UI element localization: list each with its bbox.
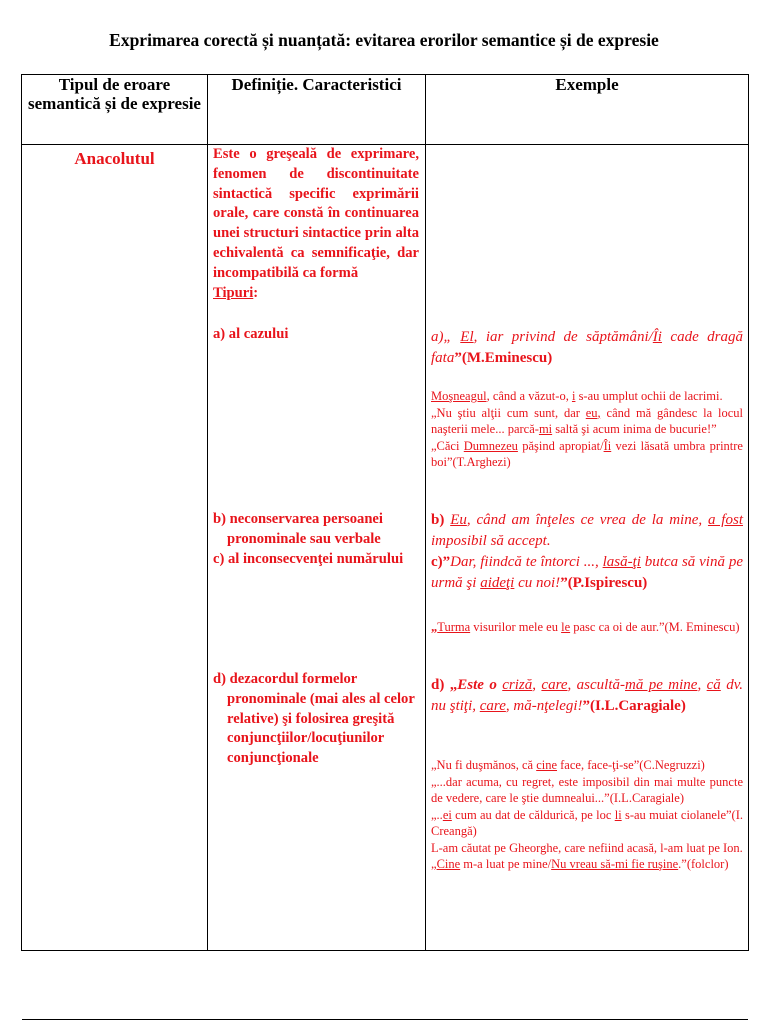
underlined-word: El: [460, 329, 474, 345]
definition-body: Este o greşeală de exprimare, fenomen de discontinuitate sintactică specific exprimării orale, care constă în continuarea unei structuri sintactice prin alta echivalentă ca semnificaţie, dar incompatibilă ca formă: [213, 146, 419, 281]
example-a-main: [431, 327, 743, 369]
underlined-word: care: [541, 677, 568, 693]
definition-cell: [208, 145, 426, 951]
text-span: .”(folclor): [678, 857, 729, 871]
text-span: butca să vină pe urmă şi: [431, 554, 743, 591]
types-label: Tipuri: [213, 284, 254, 301]
text-span: m-a luat pe mine/: [460, 857, 552, 871]
example-a-extra: [431, 388, 743, 471]
underlined-word: aideţi: [480, 575, 515, 591]
underlined-word: i: [571, 389, 576, 403]
type-a: a) al cazului: [213, 326, 289, 342]
example-d-extra: [431, 757, 743, 873]
text-span: visurilor mele eu: [470, 620, 562, 634]
underlined-word: care: [479, 698, 506, 714]
underlined-word: criză: [502, 677, 533, 693]
text-span: cum au dat de căldurică, pe loc: [451, 807, 615, 822]
text-span: pasc ca oi de aur.”(M. Eminescu): [570, 620, 740, 634]
table-row: [22, 145, 749, 951]
definition-text: [213, 145, 419, 303]
underlined-word: Turma: [437, 620, 471, 634]
text-span: Este o: [457, 677, 503, 693]
header-examples: Exemple: [426, 75, 749, 145]
source-citation: ”(M.Eminescu): [454, 350, 553, 366]
text-span: „: [431, 620, 438, 634]
text-span: d) „: [431, 677, 458, 693]
text-span: a)„: [431, 329, 461, 345]
underlined-word: Eu: [450, 512, 467, 528]
types-colon: :: [253, 284, 259, 301]
footer-divider: [22, 1019, 748, 1020]
underlined-word: eu,: [585, 405, 601, 420]
text-span: „..: [431, 807, 443, 822]
text-span: „: [431, 857, 437, 871]
text-span: , mă-nţelegi!: [505, 698, 583, 714]
underlined-word: lasă-ţi: [602, 554, 641, 570]
underlined-word: Nu vreau să-mi fie ruşine: [551, 857, 679, 871]
text-span: „Căci: [431, 438, 464, 453]
type-c: c) al inconsecvenţei numărului: [213, 551, 404, 567]
text-span: s-au muiat ciolanele”(I. Creangă): [431, 807, 744, 838]
source-citation: ”(I.L.Caragiale): [582, 698, 686, 714]
underlined-word: cine: [536, 758, 558, 772]
example-b-main: [431, 510, 743, 552]
text-span: dv. nu ştiţi,: [431, 677, 744, 714]
underlined-word: Îi: [603, 438, 612, 453]
text-span: imposibil să accept.: [431, 533, 551, 549]
table-header-row: [22, 75, 749, 145]
text-span: „Nu fi duşmănos, că: [431, 758, 537, 772]
type-b: b) neconservarea persoanei pronominale sau verbale: [213, 511, 383, 547]
underlined-word: Dumnezeu: [463, 438, 518, 453]
error-type-name: Anacolutul: [74, 149, 155, 168]
underlined-word: că: [706, 677, 721, 693]
example-c-extra: [431, 619, 743, 636]
text-span: ,: [697, 677, 707, 693]
errors-table: [21, 74, 749, 951]
text-span: b): [431, 512, 451, 528]
underlined-word: ei: [442, 807, 452, 822]
underlined-word: mă pe mine: [625, 677, 698, 693]
text-span: , când am înţeles ce vrea de la mine,: [466, 512, 708, 528]
text-span: s-au umplut ochii de lacrimi.: [575, 389, 723, 403]
underlined-word: Moşneagul: [431, 389, 487, 403]
text-span: „Nu ştiu alţii cum sunt, dar: [431, 405, 586, 420]
page-title: Exprimarea corectă și nuanțată: evitarea erorilor semantice și de expresie: [109, 30, 659, 50]
text-span: când mă gândesc la locul naşterii mele... parcă-: [431, 405, 743, 436]
text-span: păşind apropiat/: [517, 438, 604, 453]
underlined-word: a fost: [707, 512, 743, 528]
underlined-word: Îi: [652, 329, 662, 345]
type-cell: [22, 145, 208, 951]
text-span: Dar, fiindcă te întorci ...,: [450, 554, 603, 570]
examples-cell: [426, 145, 749, 951]
header-definition: Definiție. Caracteristici: [208, 75, 426, 145]
text-span: cade dragă fata: [431, 329, 743, 366]
text-span: , ascultă-: [567, 677, 625, 693]
example-d-main: [431, 675, 743, 717]
underlined-word: le: [561, 620, 571, 634]
underlined-word: mi: [538, 422, 553, 436]
underlined-word: Cine: [436, 857, 461, 871]
example-c-main: [431, 552, 743, 594]
header-type: Tipul de eroare semantică și de expresie: [22, 75, 208, 145]
text-span: , iar privind de săptămâni/: [473, 329, 653, 345]
source-citation: ”(P.Ispirescu): [560, 575, 648, 591]
text-span: saltă şi acum inima de bucurie!”: [552, 422, 717, 436]
text-span: c)”: [431, 554, 451, 570]
type-d: d) dezacordul formelor pronominale (mai ales al celor relative) şi folosirea greşită conjuncţiilor/locuţiunilor conjuncţionale: [213, 671, 415, 767]
text-span: , când a văzut-o,: [486, 389, 572, 403]
text-span: face, face-ţi-se”(C.Negruzzi): [557, 758, 705, 772]
text-span: ,: [532, 677, 542, 693]
text-span: cu noi!: [514, 575, 561, 591]
text-span: L-am căutat pe Gheorghe, care nefiind acasă, l-am luat pe Ion.: [431, 840, 743, 855]
text-span: vezi lăsată umbra printre boi”(T.Arghezi): [431, 438, 743, 469]
text-span: „...dar acuma, cu regret, este imposibil din mai multe puncte de vedere, care le ştie dumnealui...”(I.L.Caragiale): [431, 774, 743, 805]
underlined-word: li: [614, 807, 622, 822]
